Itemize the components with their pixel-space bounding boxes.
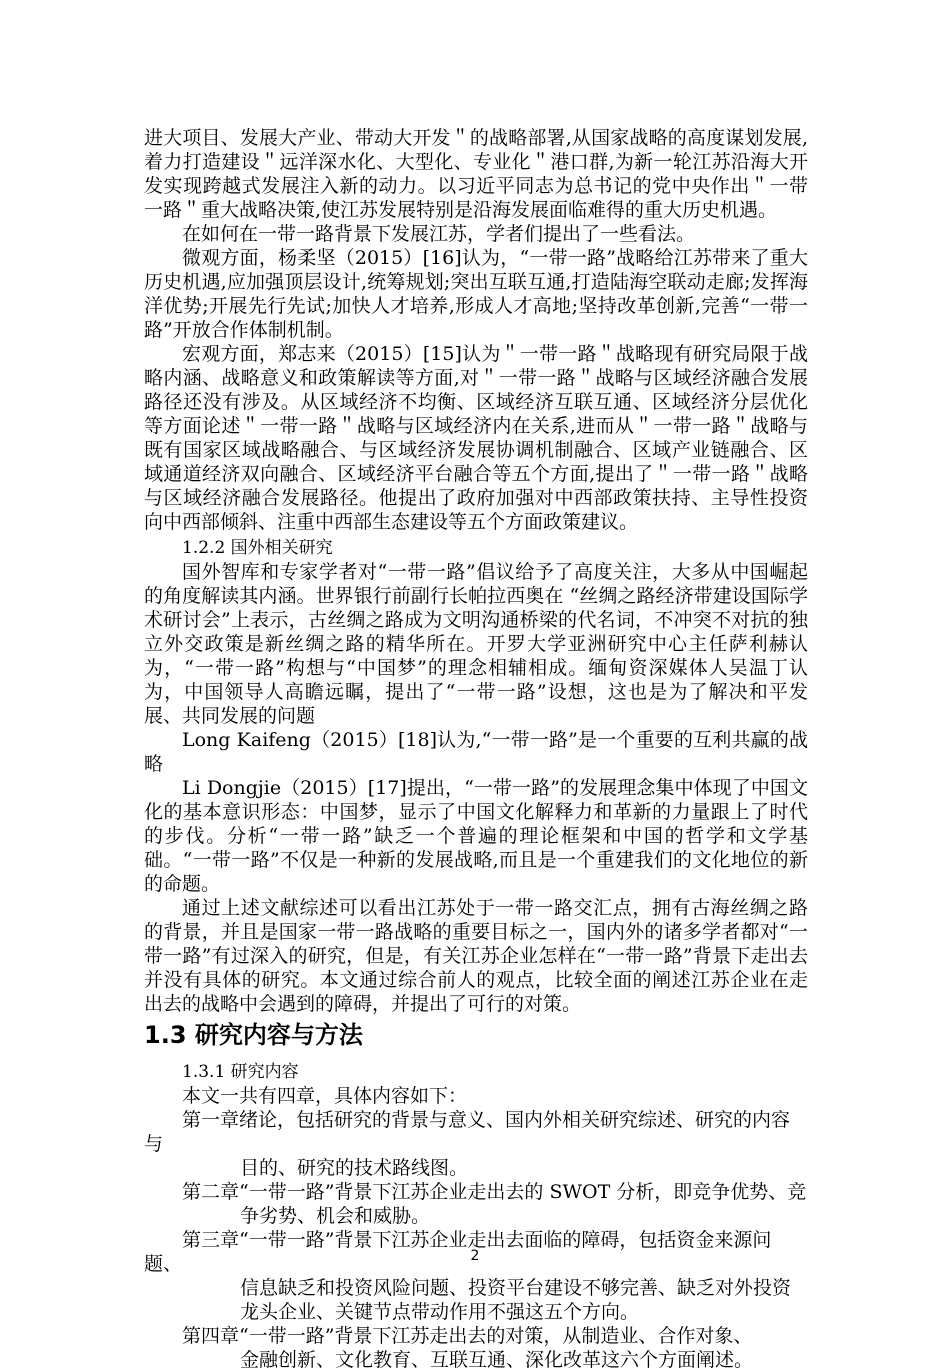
chapter-2-item xyxy=(144,1180,808,1228)
document-body xyxy=(144,126,808,1372)
paragraph-overview: 本文一共有四章，具体内容如下： xyxy=(182,1085,468,1107)
paragraph-micro: 微观方面，杨柔坚（2015）[16]认为，“一带一路”战略给江苏带来了重大历史机遇,应加强顶层设计,统筹规划;突出互联互通,打造陆海空联动走廊;发挥海洋优势;开展先行先试;加快人才培养,形成人才高地;坚持改革创新,完善“一带一路”开放合作体制机制。 xyxy=(144,247,808,341)
page-number: 2 xyxy=(470,1248,480,1264)
subheading-1-2-2: 1.2.2 国外相关研究 xyxy=(182,538,333,558)
chapter-2-cont: 争劣势、机会和威胁。 xyxy=(240,1205,431,1227)
chapter-1-lead: 第一章绪论，包括研究的背景与意义、国内外相关研究综述、研究的内容与 xyxy=(144,1109,791,1155)
chapter-1-cont: 目的、研究的技术路线图。 xyxy=(240,1157,469,1179)
chapter-3-cont: 信息缺乏和投资风险问题、投资平台建设不够完善、缺乏对外投资龙头企业、关键节点带动作用不强这五个方向。 xyxy=(240,1277,792,1323)
subheading-1-3-1: 1.3.1 研究内容 xyxy=(182,1062,299,1082)
chapter-2-lead: 第二章“一带一路”背景下江苏企业走出去的 SWOT 分析，即竞争优势、竞 xyxy=(182,1181,807,1203)
chapter-4-item xyxy=(144,1324,808,1372)
paragraph-intro: 在如何在一带一路背景下发展江苏，学者们提出了一些看法。 xyxy=(182,223,696,245)
chapter-4-cont: 金融创新、文化教育、互联互通、深化改革这六个方面阐述。 xyxy=(240,1349,754,1371)
paragraph-foreign: 国外智库和专家学者对“一带一路”倡议给予了高度关注，大多从中国崛起的角度解读其内涵。世界银行前副行长帕拉西奥在 “丝绸之路经济带建设国际学术研讨会”上表示，古丝绸之路成为文明沟通桥梁的代名词，不冲突不对抗的独立外交政策是新丝绸之路的精华所在。开罗大学亚洲研究中心主任萨利赫认为，“一带一路”构想与“中国梦”的理念相辅相成。缅甸资深媒体人吴温丁认为，中国领导人高瞻远瞩，提出了“一带一路”设想，这也是为了解决和平发展、共同发展的问题 xyxy=(144,561,808,727)
paragraph-macro: 宏观方面，郑志来（2015）[15]认为＂一带一路＂战略现有研究局限于战略内涵、战略意义和政策解读等方面,对＂一带一路＂战略与区域经济融合发展路径还没有涉及。从区域经济不均衡、区域经济互联互通、区域经济分层优化等方面论述＂一带一路＂战略与区域经济内在关系,进而从＂一带一路＂战略与既有国家区域战略融合、与区域经济发展协调机制融合、区域产业链融合、区域通道经济双向融合、区域经济平台融合等五个方面,提出了＂一带一路＂战略与区域经济融合发展路径。他提出了政府加强对中西部政策扶持、主导性投资向中西部倾斜、注重中西部生态建设等五个方面政策建议。 xyxy=(144,343,808,533)
paragraph-long-kaifeng: Long Kaifeng（2015）[18]认为,“一带一路”是一个重要的互利共赢的战略 xyxy=(144,729,808,775)
chapter-1-item xyxy=(144,1108,808,1180)
heading-1-3: 1.3 研究内容与方法 xyxy=(144,1021,363,1049)
chapter-4-lead: 第四章“一带一路”背景下江苏走出去的对策，从制造业、合作对象、 xyxy=(182,1325,753,1347)
chapter-3-item xyxy=(144,1228,808,1324)
paragraph-li-dongjie: Li Dongjie（2015）[17]提出，“一带一路”的发展理念集中体现了中国文化的基本意识形态：中国梦，显示了中国文化解释力和革新的力量跟上了时代的步伐。分析“一带一路”缺乏一个普遍的理论框架和中国的哲学和文学基础。“一带一路”不仅是一种新的发展战略,而且是一个重建我们的文化地位的新的命题。 xyxy=(144,777,808,895)
paragraph-continuation: 进大项目、发展大产业、带动大开发＂的战略部署,从国家战略的高度谋划发展,着力打造建设＂远洋深水化、大型化、专业化＂港口群,为新一轮江苏沿海大开发实现跨越式发展注入新的动力。以习近平同志为总书记的党中央作出＂一带一路＂重大战略决策,使江苏发展特别是沿海发展面临难得的重大历史机遇。 xyxy=(144,127,808,221)
chapter-3-lead: 第三章“一带一路”背景下江苏企业走出去面临的障碍，包括资金来源问题、 xyxy=(144,1229,772,1275)
paragraph-summary: 通过上述文献综述可以看出江苏处于一带一路交汇点，拥有古海丝绸之路的背景，并且是国家一带一路战略的重要目标之一，国内外的诸多学者都对“一带一路”有过深入的研究，但是，有关江苏企业怎样在“一带一路”背景下走出去并没有具体的研究。本文通过综合前人的观点，比较全面的阐述江苏企业在走出去的战略中会遇到的障碍，并提出了可行的对策。 xyxy=(144,897,808,1015)
